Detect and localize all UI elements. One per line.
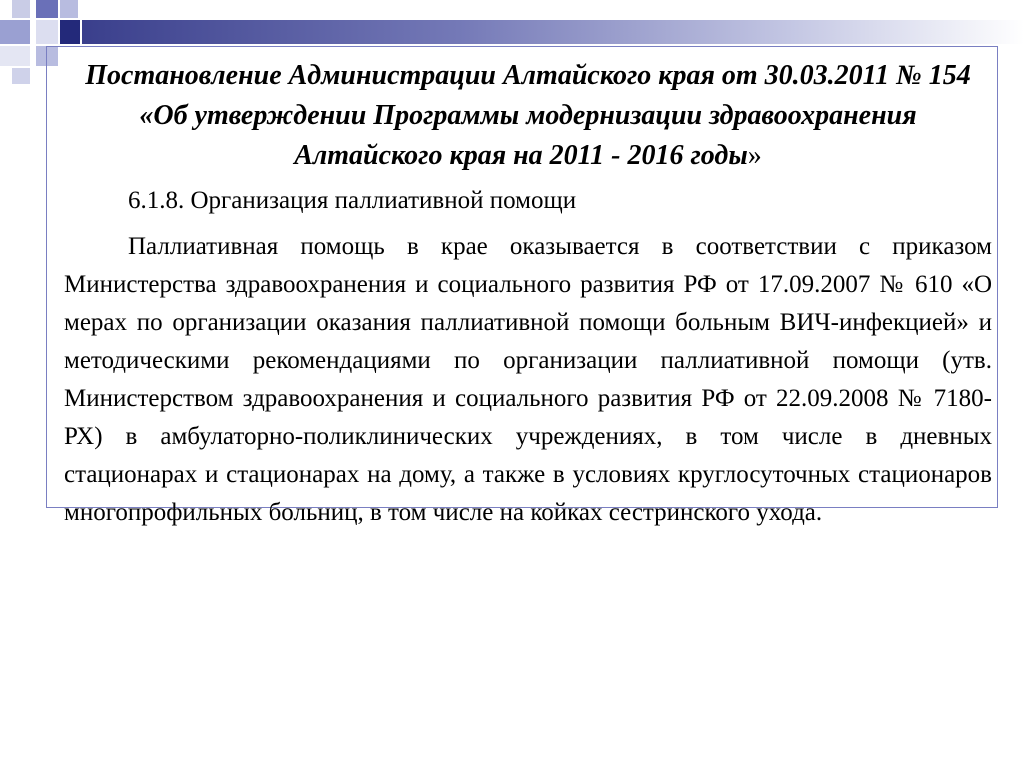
frame-line-top: [46, 46, 998, 47]
decor-square: [0, 20, 30, 44]
frame-line-right: [997, 46, 998, 508]
decor-square: [12, 0, 30, 18]
slide-content: [64, 56, 992, 532]
decor-square: [36, 20, 58, 44]
decor-square: [0, 46, 30, 66]
decor-square: [60, 20, 80, 44]
body-paragraph: Паллиативная помощь в крае оказывается в соответствии с приказом Министерства здравоохранения и социального развития РФ от 17.09.2007 № 610 «О мерах по организации оказания паллиативной помощи больным ВИЧ-инфекцией» и методическими рекомендациями по организации паллиативной помощи (утв. Министерством здравоохранения и социального развития РФ от 22.09.2008 № 7180-РХ) в амбулаторно-поликлинических учреждениях, в том числе в дневных стационарах и стационарах на дому, а также в условиях круглосуточных стационаров многопрофильных больниц, в том числе на койках сестринского ухода.: [64, 233, 992, 526]
slide-title-closing-quote: »: [747, 140, 762, 171]
decor-square: [60, 0, 78, 18]
decor-square: [12, 68, 30, 84]
slide-title-text: Постановление Администрации Алтайского края от 30.03.2011 № 154 «Об утверждении Программы модернизации здравоохранения Алтайского края на 2011 - 2016 годы: [85, 60, 971, 171]
decor-square: [36, 46, 58, 66]
frame-line-left: [46, 46, 47, 508]
header-gradient-bar: [82, 20, 1024, 44]
slide-title: [64, 56, 992, 176]
section-heading: 6.1.8. Организация паллиативной помощи: [128, 187, 577, 214]
decor-square: [36, 0, 58, 18]
